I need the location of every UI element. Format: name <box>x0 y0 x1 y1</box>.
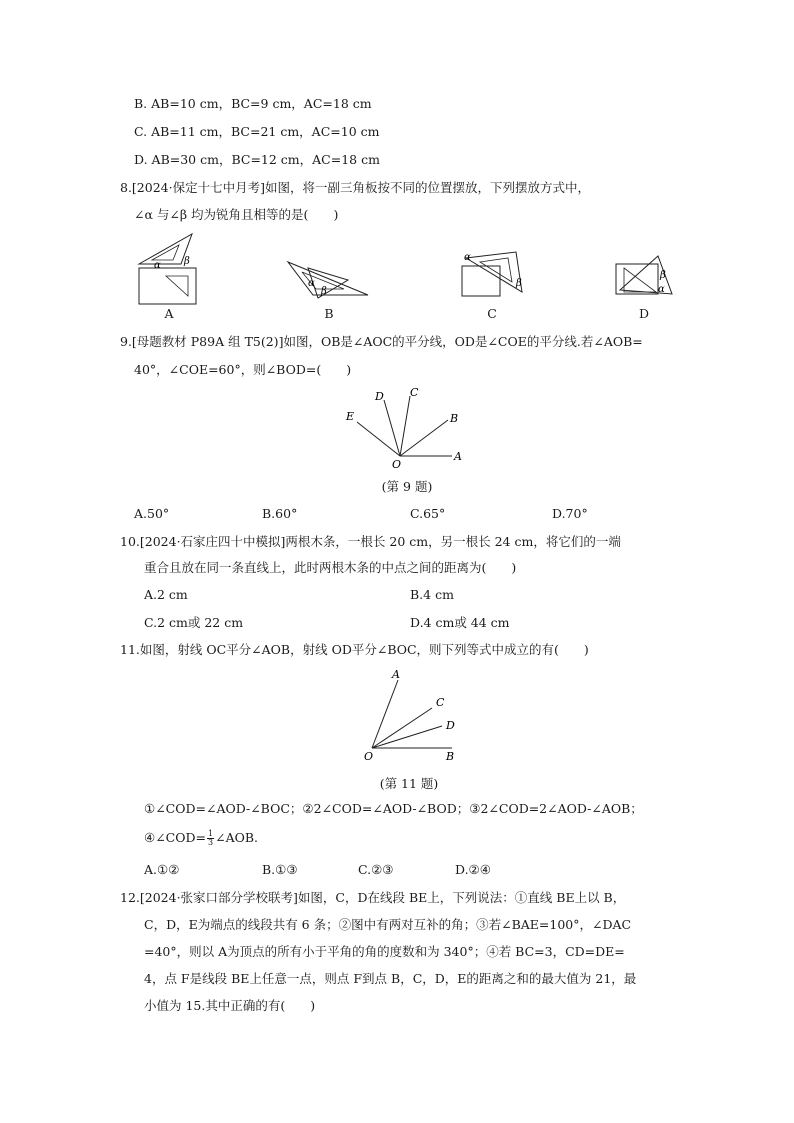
q9-figure <box>340 384 470 470</box>
q10-option-c: C.2 cm或 22 cm <box>144 615 244 630</box>
beta-label: β <box>184 256 190 267</box>
q10-option-d: D.4 cm或 44 cm <box>410 615 510 630</box>
q12-stem-line5: 小值为 15.其中正确的有( ) <box>144 998 316 1013</box>
option-label: B. <box>134 96 148 111</box>
q9-option-b: B.60° <box>262 506 298 521</box>
alpha-label: α <box>308 278 315 289</box>
triangle-ruler <box>139 268 196 304</box>
triangle-ruler <box>466 252 522 292</box>
q9-option-a: A.50° <box>134 506 170 521</box>
beta-label: β <box>660 270 666 281</box>
q11-option-b: B.①③ <box>262 862 298 877</box>
alpha-label: α <box>464 252 471 263</box>
q9-caption: (第 9 题) <box>381 479 433 494</box>
point-b-label: B <box>450 412 459 425</box>
point-o-label: O <box>392 458 402 471</box>
point-a-label: A <box>392 668 400 681</box>
beta-label: β <box>321 286 327 297</box>
q12-stem-line2: C，D，E为端点的线段共有 6 条；②图中有两对互补的角；③若∠BAE=100°，∠DAC <box>144 917 632 932</box>
q10-option-b: B.4 cm <box>410 587 454 602</box>
q12-stem-line3: =40°，则以 A为顶点的所有小于平角的角的度数和为 340°；④若 BC=3，CD=DE= <box>144 944 625 959</box>
fraction-denominator: 3 <box>208 838 214 847</box>
q11-option-a: A.①② <box>144 862 180 877</box>
q7-option-c <box>134 124 379 140</box>
beta-label: β <box>516 278 522 289</box>
q10-option-a: A.2 cm <box>144 587 188 602</box>
point-c-label: C <box>436 696 445 709</box>
ray-od <box>384 400 400 456</box>
ray-oa <box>372 680 398 748</box>
q10-stem-line1: 10.[2024·石家庄四十中模拟]两根木条，一根长 20 cm，另一根长 24 cm，将它们的一端 <box>120 534 621 549</box>
triangle-ruler-inner <box>166 276 188 296</box>
point-e-label: E <box>346 410 355 423</box>
ray-od <box>372 726 442 748</box>
q8-figure-a-label: A <box>164 306 174 321</box>
q10-stem-line2: 重合且放在同一条直线上，此时两根木条的中点之间的距离为( ) <box>144 560 517 575</box>
option-label: D. <box>134 152 148 167</box>
ray-ob <box>400 420 448 456</box>
q8-figure-b-label: B <box>324 306 334 321</box>
q8-figure-c <box>458 252 528 298</box>
q9-option-c: C.65° <box>410 506 446 521</box>
triangle-ruler-inner <box>480 258 512 282</box>
q9-option-d: D.70° <box>552 506 588 521</box>
q12-stem-line4: 4，点 F是线段 BE上任意一点，则点 F到点 B，C，D，E的距离之和的最大值为 21，最 <box>144 971 637 986</box>
q8-figure-d <box>612 254 676 296</box>
option-text: AB=11 cm，BC=21 cm，AC=10 cm <box>151 124 380 139</box>
q8-figure-b <box>288 262 372 300</box>
triangle-ruler <box>288 262 368 295</box>
q9-stem-line2: 40°，∠COE=60°，则∠BOD=( ) <box>134 362 352 377</box>
triangle-ruler-inner <box>152 245 179 260</box>
q8-figure-d-label: D <box>638 306 650 321</box>
point-c-label: C <box>410 386 419 399</box>
q7-option-b <box>134 96 372 112</box>
q11-option-c: C.②③ <box>358 862 394 877</box>
ray-oc <box>400 396 410 456</box>
ray-oc <box>372 708 432 748</box>
point-a-label: A <box>454 450 462 463</box>
q8-figure-a <box>136 232 206 304</box>
triangle-ruler <box>616 264 658 294</box>
point-b-label: B <box>446 750 455 763</box>
q11-caption: (第 11 题) <box>379 776 439 791</box>
q8-stem-line2: ∠α 与∠β 均为锐角且相等的是( ) <box>134 207 339 222</box>
statement-4-suffix: ∠AOB. <box>215 830 259 845</box>
ray-oe <box>357 422 400 456</box>
q11-statements-line1: ①∠COD=∠AOD-∠BOC；②2∠COD=∠AOD-∠BOD；③2∠COD=2∠AOD-∠AOB； <box>144 801 643 816</box>
point-d-label: D <box>446 719 455 732</box>
option-text: AB=30 cm，BC=12 cm，AC=18 cm <box>151 152 380 167</box>
statement-4-prefix: ④∠COD= <box>144 830 206 845</box>
q11-figure <box>360 664 470 764</box>
q11-stem: 11.如图，射线 OC平分∠AOB，射线 OD平分∠BOC，则下列等式中成立的有( ) <box>120 642 589 657</box>
alpha-label: α <box>154 260 161 271</box>
q9-stem-line1: 9.[母题教材 P89A 组 T5(2)]如图，OB是∠AOC的平分线，OD是∠COE的平分线.若∠AOB= <box>120 334 643 349</box>
point-o-label: O <box>364 750 374 763</box>
alpha-label: α <box>658 284 665 295</box>
option-label: C. <box>134 124 148 139</box>
fraction-numerator: 1 <box>208 829 214 838</box>
q8-figure-c-label: C <box>487 306 497 321</box>
q7-option-d <box>134 152 380 168</box>
fraction-one-third <box>207 830 214 847</box>
q11-statements-line2 <box>144 830 258 847</box>
q11-option-d: D.②④ <box>455 862 491 877</box>
q12-stem-line1: 12.[2024·张家口部分学校联考]如图，C，D在线段 BE上，下列说法：①直线 BE上以 B， <box>120 890 626 905</box>
point-d-label: D <box>375 390 384 403</box>
option-text: AB=10 cm，BC=9 cm，AC=18 cm <box>151 96 372 111</box>
q8-stem-line1: 8.[2024·保定十七中月考]如图，将一副三角板按不同的位置摆放，下列摆放方式中， <box>120 180 590 195</box>
